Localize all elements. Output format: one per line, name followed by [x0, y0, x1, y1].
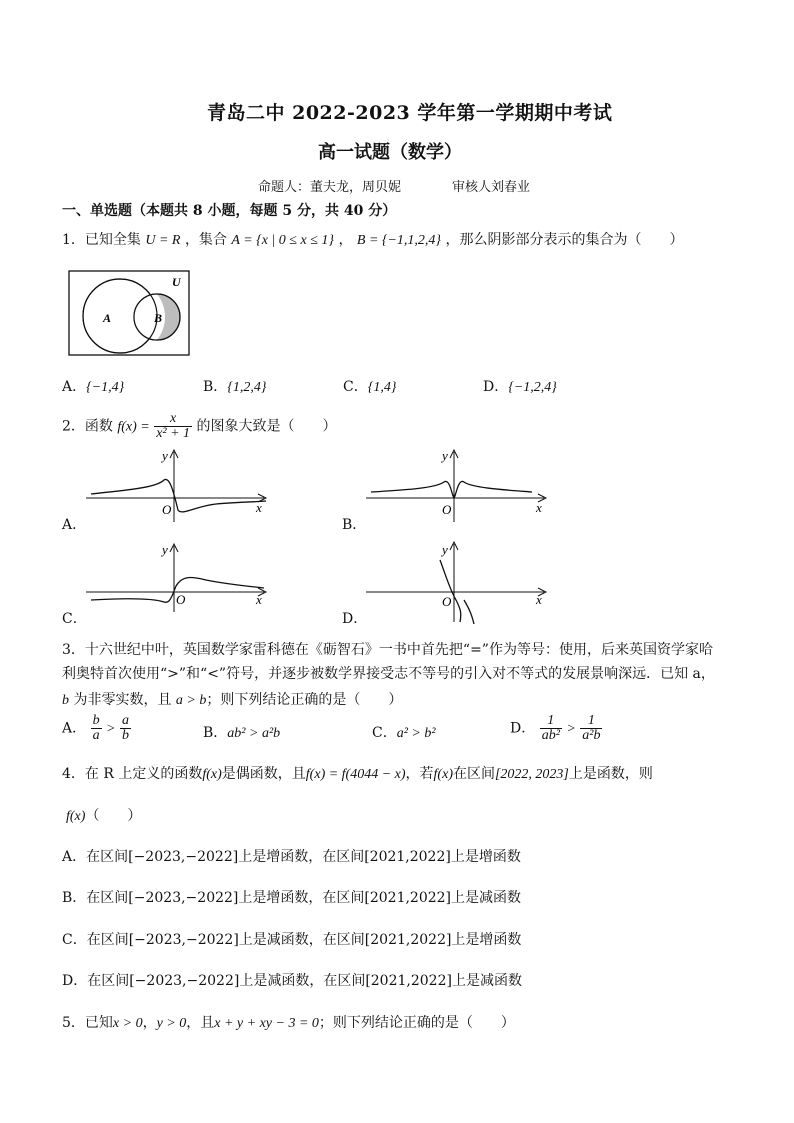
graph-c-y-label: y: [162, 542, 168, 557]
venn-diagram: [68, 270, 192, 358]
q2-option-a[interactable]: A．: [62, 517, 87, 533]
question-3-line-2: 利奥特首次使用“>”和“<”符号，并逐步被数学界接受志不等号的引入对不等式的发展景响深远．已知 a，: [62, 666, 715, 682]
q2-prefix: 2．函数: [62, 418, 113, 435]
q2-graph-d: [366, 540, 556, 624]
question-3-line-1: 3．十六世纪中叶，英国数学家雷科德在《砺智石》一书中首先把“=”作为等号：使用，后来英国资学家哈: [62, 642, 713, 658]
q1-suffix: ，那么阴影部分表示的集合为（ ）: [445, 232, 684, 248]
section-heading: 一、单选题（本题共 8 小题，每题 5 分，共 40 分）: [62, 203, 397, 219]
question-4-line-1: 4．在 R 上定义的函数f(x)是偶函数，且f(x) = f(4044 − x)，若f(x)在区间[2022, 2023]上是函数，则: [62, 766, 653, 782]
question-5-stem: 5．已知x > 0，y > 0，且x + y + xy − 3 = 0；则下列结论正确的是（ ）: [62, 1015, 515, 1031]
q4-option-c[interactable]: C．在区间[−2023,−2022]上是减函数，在区间[2021,2022]上是增函数: [62, 932, 522, 948]
graph-a-x-label: x: [256, 500, 262, 515]
graph-d-x-label: x: [536, 592, 542, 607]
q2-option-c[interactable]: C．: [62, 611, 87, 627]
question-1-stem: [62, 230, 684, 251]
q3-option-d[interactable]: D． $\frac{1}{\text{ab²}}$ > $\frac{1}{\text{a²b}}$: [510, 713, 601, 743]
q2-option-b[interactable]: B．: [342, 517, 367, 533]
q1-option-b[interactable]: B．{1,2,4}: [203, 379, 267, 395]
q1-universal-set: U = R: [145, 233, 181, 248]
graph-c-origin: O: [176, 592, 186, 607]
graph-a-origin: O: [162, 502, 172, 517]
q1-prefix: 1．已知全集: [62, 232, 141, 248]
q4-option-b[interactable]: B．在区间[−2023,−2022]上是增函数，在区间[2021,2022]上是减函数: [62, 890, 522, 906]
venn-label-u: U: [172, 275, 181, 289]
question-4-line-2: f(x)（ ）: [66, 808, 142, 824]
venn-label-a: A: [103, 311, 112, 325]
q1-option-c[interactable]: C．{1,4}: [343, 379, 397, 395]
graph-b-x-label: x: [536, 500, 542, 515]
q3-option-c[interactable]: C．a² > b²: [372, 725, 436, 741]
graph-c-x-label: x: [256, 592, 262, 607]
exam-authors: 命题人：董夫龙，周贝妮: [258, 180, 402, 195]
question-2-stem: [62, 412, 337, 441]
q3-option-b[interactable]: B．ab² > a²b: [203, 725, 281, 741]
q2-suffix: 的图象大致是（ ）: [196, 418, 337, 435]
q1-mid1: ，集合: [184, 232, 227, 248]
q1-option-a[interactable]: A．{−1,4}: [62, 379, 125, 395]
q2-function-name: f(x) =: [117, 419, 150, 435]
graph-b-y-label: y: [442, 448, 448, 463]
q2-graph-c: [86, 542, 276, 614]
q2-graph-b: [366, 448, 556, 524]
graph-d-y-label: y: [442, 542, 448, 557]
graph-a-y-label: y: [162, 448, 168, 463]
q4-option-d[interactable]: D．在区间[−2023,−2022]上是减函数，在区间[2021,2022]上是减函数: [62, 973, 522, 989]
q4-option-a[interactable]: A．在区间[−2023,−2022]上是增函数，在区间[2021,2022]上是增函数: [62, 849, 521, 865]
q1-set-a: A = {x | 0 ≤ x ≤ 1}: [231, 233, 334, 248]
exam-title: 青岛二中 2022-2023 学年第一学期期中考试: [207, 102, 613, 124]
q1-set-b: B = {−1,1,2,4}: [356, 233, 442, 248]
venn-label-b: B: [154, 311, 163, 325]
q1-mid2: ，: [338, 232, 353, 248]
q2-fraction: $\frac{x}{\text{x² + 1}}$: [156, 411, 191, 441]
exam-subtitle: 高一试题（数学）: [318, 142, 462, 163]
q1-option-d[interactable]: D．{−1,2,4}: [483, 379, 557, 395]
q2-graph-a: [86, 448, 276, 524]
graph-d-origin: O: [442, 594, 452, 609]
q3-option-a[interactable]: A． $\frac{b}{a}$ > $\frac{a}{b}$: [62, 713, 129, 743]
q2-option-d[interactable]: D．: [342, 611, 368, 627]
question-3-line-3: b 为非零实数，且 a > b；则下列结论正确的是（ ）: [62, 692, 403, 708]
graph-b-origin: O: [442, 502, 452, 517]
exam-reviewer: 审核人刘春业: [452, 180, 531, 195]
